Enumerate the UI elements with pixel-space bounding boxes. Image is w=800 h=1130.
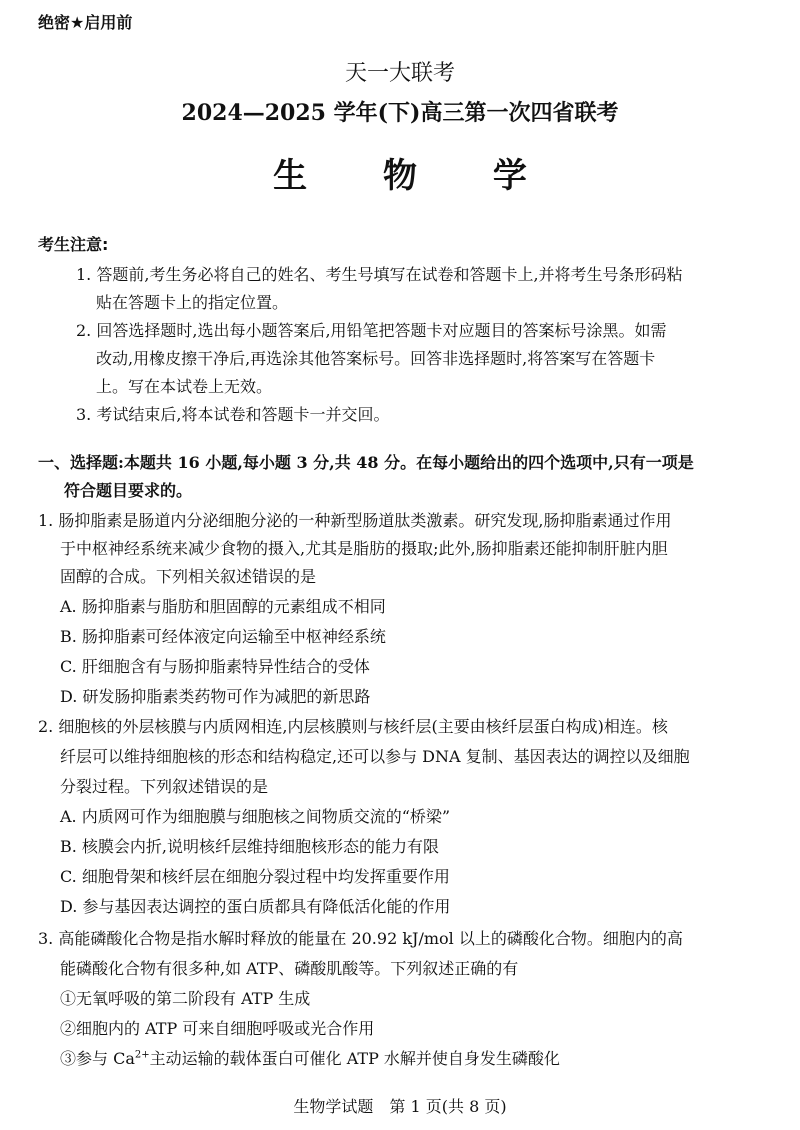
question-1-stem: 1. 肠抑脂素是肠道内分泌细胞分泌的一种新型肠道肽类激素。研究发现,肠抑脂素通过作用 — [38, 511, 672, 530]
exam-title: 2024—2025 学年(下)高三第一次四省联考 — [181, 100, 619, 126]
question-2-option-d: D. 参与基因表达调控的蛋白质都具有降低活化能的作用 — [60, 897, 451, 916]
question-1-option-a: A. 肠抑脂素与脂肪和胆固醇的元素组成不相同 — [60, 597, 386, 616]
subject-title: 生 物 学 — [273, 156, 559, 196]
question-3-statement-2: ②细胞内的 ATP 可来自细胞呼吸或光合作用 — [60, 1019, 375, 1038]
question-2-option-b: B. 核膜会内折,说明核纤层维持细胞核形态的能力有限 — [60, 837, 440, 856]
question-2-option-a: A. 内质网可作为细胞膜与细胞核之间物质交流的“桥梁” — [60, 807, 451, 826]
question-2-stem: 分裂过程。下列叙述错误的是 — [60, 777, 269, 796]
notice-line: 1. 答题前,考生务必将自己的姓名、考生号填写在试卷和答题卡上,并将考生号条形码粘 — [76, 265, 683, 284]
statement-3-text: 主动运输的载体蛋白可催化 ATP 水解并使自身发生磷酸化 — [149, 1049, 560, 1068]
question-1-option-c: C. 肝细胞含有与肠抑脂素特异性结合的受体 — [60, 657, 370, 676]
question-2-option-c: C. 细胞骨架和核纤层在细胞分裂过程中均发挥重要作用 — [60, 867, 450, 886]
charge-superscript: 2+ — [134, 1049, 150, 1061]
notice-heading: 考生注意: — [38, 235, 109, 254]
notice-line: 上。写在本试卷上无效。 — [96, 377, 273, 396]
notice-line: 改动,用橡皮擦干净后,再选涂其他答案标号。回答非选择题时,将答案写在答题卡 — [96, 349, 656, 368]
notice-line: 3. 考试结束后,将本试卷和答题卡一并交回。 — [76, 405, 390, 424]
confidential-label: 绝密★启用前 — [38, 13, 133, 32]
notice-line: 2. 回答选择题时,选出每小题答案后,用铅笔把答题卡对应题目的答案标号涂黑。如需 — [76, 321, 667, 340]
question-3-statement-3 — [60, 1048, 560, 1070]
question-3-statement-1: ①无氧呼吸的第二阶段有 ATP 生成 — [60, 989, 311, 1008]
statement-3-prefix: ③参与 Ca — [60, 1049, 135, 1068]
question-1-option-d: D. 研发肠抑脂素类药物可作为减肥的新思路 — [60, 687, 371, 706]
question-1-option-b: B. 肠抑脂素可经体液定向运输至中枢神经系统 — [60, 627, 386, 646]
question-1-stem: 于中枢神经系统来减少食物的摄入,尤其是脂肪的摄取;此外,肠抑脂素还能抑制肝脏内胆 — [60, 539, 668, 558]
section-heading-cont: 符合题目要求的。 — [64, 481, 193, 500]
question-3-stem: 能磷酸化合物有很多种,如 ATP、磷酸肌酸等。下列叙述正确的有 — [60, 959, 519, 978]
question-1-stem: 固醇的合成。下列相关叙述错误的是 — [60, 567, 317, 586]
notice-line: 贴在答题卡上的指定位置。 — [96, 293, 289, 312]
question-3-stem: 3. 高能磷酸化合物是指水解时释放的能量在 20.92 kJ/mol 以上的磷酸化合物。细胞内的高 — [38, 929, 683, 948]
page-footer: 生物学试题 第 1 页(共 8 页) — [293, 1097, 507, 1116]
question-2-stem: 纤层可以维持细胞核的形态和结构稳定,还可以参与 DNA 复制、基因表达的调控以及细胞 — [60, 747, 690, 766]
question-2-stem: 2. 细胞核的外层核膜与内质网相连,内层核膜则与核纤层(主要由核纤层蛋白构成)相连。核 — [38, 717, 668, 736]
organization-title: 天一大联考 — [344, 61, 455, 86]
section-heading: 一、选择题:本题共 16 小题,每小题 3 分,共 48 分。在每小题给出的四个选项中,只有一项是 — [38, 453, 694, 472]
